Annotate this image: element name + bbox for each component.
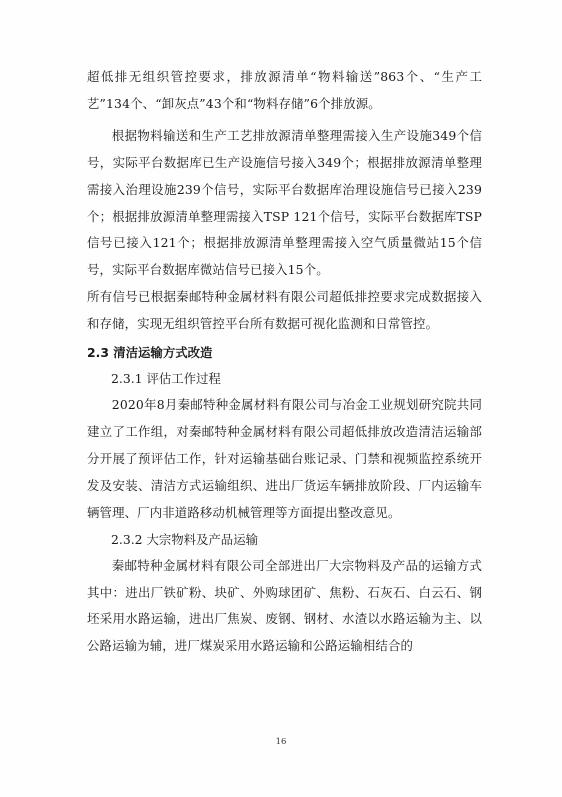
paragraph-evaluation-process: 2020年8月秦邮特种金属材料有限公司与冶金工业规划研究院共同建立了工作组，对秦邮特种金属材料有限公司超低排放改造清洁运输部分开展了预评估工作，针对运输基础台账记录、门禁和视频监控系统开发及安装、清洁方式运输组织、进出厂货运车辆排放阶段、厂内运输车辆管理、厂内非道路移动机械管理等方面提出整改意见。 bbox=[87, 397, 482, 520]
paragraph-emission-sources: 超低排无组织管控要求，排放源清单“物料输送”863个、“生产工艺”134个、“卸灰点”43个和“物料存储”6个排放源。 bbox=[87, 69, 482, 111]
document-body bbox=[87, 64, 482, 660]
paragraph-data-storage: 所有信号已根据秦邮特种金属材料有限公司超低排控要求完成数据接入和存储，实现无组织管控平台所有数据可视化监测和日常管控。 bbox=[87, 289, 482, 332]
paragraph-bulk-transport: 秦邮特种金属材料有限公司全部进出厂大宗物料及产品的运输方式其中：进出厂铁矿粉、块矿、外购球团矿、焦粉、石灰石、白云石、钢坯采用水路运输，进出厂焦炭、废钢、钢材、水渣以水路运输为主、以公路运输为辅，进厂煤炭采用水路运输和公路运输相结合的 bbox=[87, 557, 482, 654]
subsection-heading-bulk-transport: 2.3.2 大宗物料及产品运输 bbox=[111, 531, 258, 547]
paragraph-signal-access: 根据物料输送和生产工艺排放源清单整理需接入生产设施349个信号，实际平台数据库已生产设施信号接入349个；根据排放源清单整理需接入治理设施239个信号，实际平台数据库治理设施信号已接入239个；根据排放源清单整理需接入TSP 121个信号，实际平台数据库TSP信号已接入121个；根据排放源清单整理需接入空气质量微站15个信号，实际平台数据库微站信号已接入15个。 bbox=[87, 127, 482, 278]
section-heading-clean-transport: 2.3 清洁运输方式改造 bbox=[87, 345, 213, 361]
subsection-heading-evaluation: 2.3.1 评估工作过程 bbox=[111, 371, 221, 387]
page-number: 16 bbox=[275, 737, 287, 747]
